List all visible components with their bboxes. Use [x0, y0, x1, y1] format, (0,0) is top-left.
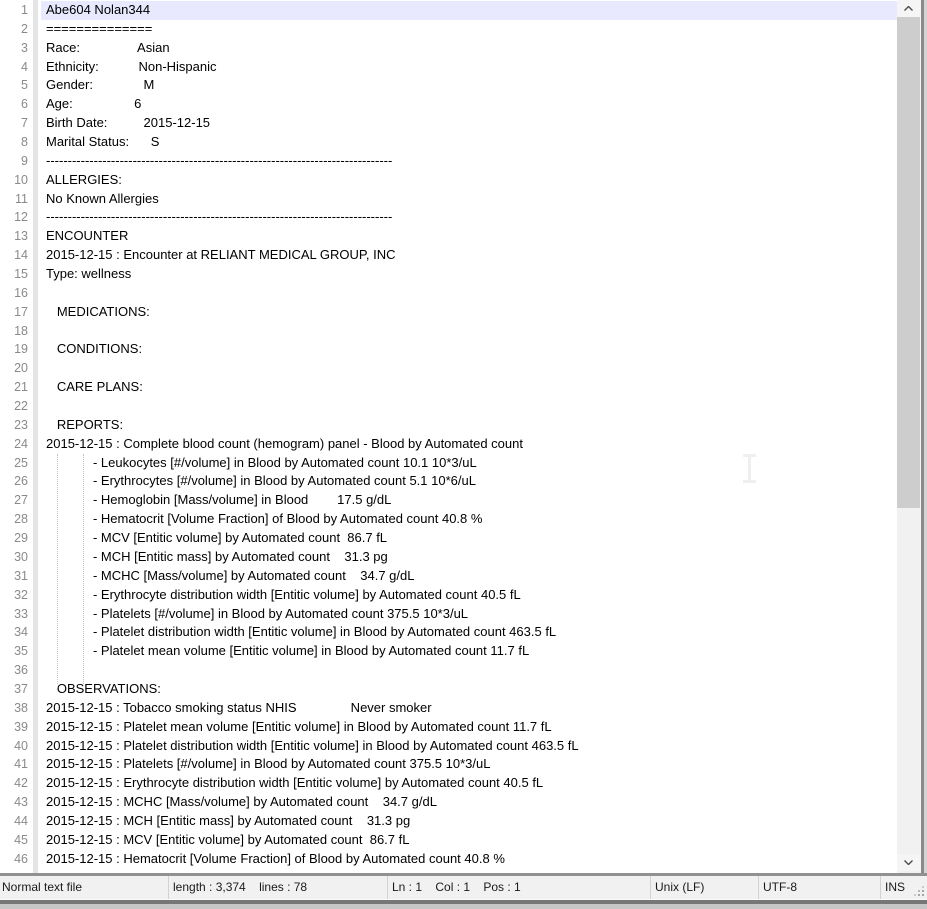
line-text[interactable]: ENCOUNTER — [46, 228, 129, 244]
editor-line[interactable] — [0, 548, 897, 567]
line-number[interactable]: 8 — [21, 135, 28, 150]
line-number[interactable]: 14 — [14, 248, 28, 263]
line-text[interactable]: 2015-12-15 : Tobacco smoking status NHIS Never smoker — [46, 699, 432, 715]
line-number[interactable]: 7 — [21, 116, 28, 131]
line-text[interactable]: 2015-12-15 : MCH [Entitic mass] by Automated count 31.3 pg — [46, 812, 411, 828]
gutter-gap — [28, 454, 41, 473]
line-number[interactable]: 6 — [21, 97, 28, 112]
line-text[interactable]: -------------------------------------------------------------------------------- — [46, 209, 393, 225]
line-text[interactable]: CARE PLANS: — [46, 379, 143, 395]
line-number[interactable]: 36 — [14, 663, 28, 678]
line-number[interactable]: 34 — [14, 625, 28, 640]
gutter-gap — [28, 378, 41, 397]
line-text[interactable]: Gender: M — [46, 77, 155, 93]
editor-line[interactable] — [0, 454, 897, 473]
gutter-gap — [28, 76, 41, 95]
gutter-gap — [28, 190, 41, 209]
gutter-gap — [28, 605, 41, 624]
gutter-gap — [28, 491, 41, 510]
line-number[interactable]: 3 — [21, 40, 28, 55]
editor-line[interactable] — [0, 642, 897, 661]
scroll-up-button[interactable] — [897, 0, 920, 17]
line-text[interactable]: - Hematocrit [Volume Fraction] of Blood by Automated count 40.8 % — [46, 511, 483, 527]
line-text[interactable]: Marital Status: S — [46, 134, 160, 150]
line-number[interactable]: 39 — [14, 719, 28, 734]
line-number[interactable]: 44 — [14, 813, 28, 828]
editor-line[interactable] — [0, 605, 897, 624]
gutter-gap — [28, 265, 41, 284]
line-text[interactable]: No Known Allergies — [46, 190, 159, 206]
line-number[interactable]: 20 — [14, 361, 28, 376]
line-text[interactable]: ALLERGIES: — [46, 171, 122, 187]
editor-line[interactable] — [0, 680, 897, 699]
line-text[interactable]: ============== — [46, 20, 153, 36]
gutter-gap — [28, 227, 41, 246]
line-number[interactable]: 38 — [14, 700, 28, 715]
gutter-gap — [28, 133, 41, 152]
editor-line[interactable] — [0, 812, 897, 831]
gutter-gap — [28, 567, 41, 586]
line-number[interactable]: 23 — [14, 417, 28, 432]
line-number[interactable]: 9 — [21, 153, 28, 168]
editor-line[interactable] — [0, 208, 897, 227]
editor-line[interactable] — [0, 397, 897, 416]
line-number[interactable]: 37 — [14, 681, 28, 696]
line-text[interactable] — [41, 397, 897, 416]
gutter-gap — [28, 39, 41, 58]
gutter-gap — [28, 755, 41, 774]
gutter-gap — [28, 20, 41, 39]
line-text[interactable]: - Leukocytes [#/volume] in Blood by Automated count 10.1 10*3/uL — [46, 454, 477, 470]
gutter-gap — [28, 246, 41, 265]
line-number[interactable]: 46 — [14, 851, 28, 866]
gutter-gap — [28, 208, 41, 227]
line-number[interactable]: 12 — [14, 210, 28, 225]
line-number[interactable]: 29 — [14, 531, 28, 546]
gutter-gap — [28, 359, 41, 378]
editor-line[interactable] — [0, 510, 897, 529]
line-text[interactable] — [41, 322, 897, 341]
gutter-gap — [28, 774, 41, 793]
line-text[interactable]: - Platelet distribution width [Entitic volume] in Blood by Automated count 463.5 fL — [46, 624, 557, 640]
chevron-down-icon — [904, 860, 913, 865]
editor-line[interactable] — [0, 303, 897, 322]
line-number[interactable]: 43 — [14, 795, 28, 810]
line-number[interactable]: 41 — [14, 757, 28, 772]
editor-line[interactable] — [0, 378, 897, 397]
gutter-gap — [28, 623, 41, 642]
line-text[interactable]: - Erythrocytes [#/volume] in Blood by Automated count 5.1 10*6/uL — [46, 473, 476, 489]
line-number[interactable]: 40 — [14, 738, 28, 753]
line-text[interactable] — [41, 359, 897, 378]
editor-line[interactable] — [0, 661, 897, 680]
gutter-gap — [28, 661, 41, 680]
status-doc-type: Normal text file — [2, 880, 83, 894]
line-text[interactable]: REPORTS: — [46, 416, 124, 432]
scrollbar-thumb[interactable] — [897, 17, 920, 508]
gutter-gap — [28, 322, 41, 341]
vertical-scrollbar[interactable] — [897, 0, 920, 873]
line-number[interactable]: 27 — [14, 493, 28, 508]
editor-line[interactable] — [0, 359, 897, 378]
gutter-gap — [28, 171, 41, 190]
editor-line[interactable] — [0, 774, 897, 793]
line-number[interactable]: 15 — [14, 267, 28, 282]
line-number[interactable]: 13 — [14, 229, 28, 244]
gutter-gap — [28, 1, 41, 20]
line-text[interactable]: Birth Date: 2015-12-15 — [46, 115, 211, 131]
status-insert-mode[interactable]: INS — [880, 876, 927, 899]
editor-line[interactable] — [0, 246, 897, 265]
editor-line[interactable] — [0, 190, 897, 209]
line-text[interactable]: Type: wellness — [46, 266, 132, 282]
line-number[interactable]: 31 — [14, 568, 28, 583]
editor-line[interactable] — [0, 755, 897, 774]
line-number[interactable]: 35 — [14, 644, 28, 659]
line-number[interactable]: 11 — [15, 191, 28, 206]
line-text[interactable]: 2015-12-15 : Platelets [#/volume] in Blood by Automated count 375.5 10*3/uL — [46, 756, 491, 772]
status-bar — [0, 876, 927, 899]
editor-line[interactable] — [0, 831, 897, 850]
line-text[interactable]: - MCHC [Mass/volume] by Automated count 34.7 g/dL — [46, 567, 415, 583]
gutter-gap — [28, 472, 41, 491]
editor-line[interactable] — [0, 114, 897, 133]
line-number[interactable]: 26 — [14, 474, 28, 489]
gutter-gap — [28, 284, 41, 303]
line-number[interactable]: 32 — [14, 587, 28, 602]
line-text[interactable] — [41, 661, 897, 680]
line-text[interactable]: 2015-12-15 : Complete blood count (hemogram) panel - Blood by Automated count — [46, 435, 523, 451]
line-number[interactable]: 30 — [14, 549, 28, 564]
editor-line[interactable] — [0, 340, 897, 359]
gutter-gap — [28, 812, 41, 831]
gutter-gap — [28, 699, 41, 718]
chevron-up-icon — [904, 6, 913, 11]
gutter-gap — [28, 586, 41, 605]
editor-line[interactable] — [0, 491, 897, 510]
line-number[interactable]: 16 — [14, 285, 28, 300]
gutter-gap — [28, 397, 41, 416]
line-text[interactable]: Ethnicity: Non-Hispanic — [46, 58, 217, 74]
line-number[interactable]: 33 — [14, 606, 28, 621]
editor-line[interactable] — [0, 152, 897, 171]
editor-line[interactable] — [0, 435, 897, 454]
line-number[interactable]: 28 — [14, 512, 28, 527]
gutter-gap — [28, 58, 41, 77]
editor-line[interactable] — [0, 322, 897, 341]
editor-line[interactable] — [0, 39, 897, 58]
ibeam-cursor-icon — [742, 454, 757, 483]
editor-line[interactable] — [0, 472, 897, 491]
editor-line[interactable] — [0, 737, 897, 756]
line-number[interactable]: 18 — [14, 323, 28, 338]
editor-line[interactable] — [0, 718, 897, 737]
line-text[interactable]: Abe604 Nolan344 — [41, 1, 897, 20]
gutter-gap — [28, 642, 41, 661]
line-number[interactable]: 24 — [14, 436, 28, 451]
editor-line[interactable] — [0, 20, 897, 39]
line-text[interactable]: Race: Asian — [46, 39, 170, 55]
gutter-gap — [28, 416, 41, 435]
line-text[interactable]: CONDITIONS: — [46, 341, 143, 357]
editor-line[interactable] — [0, 850, 897, 869]
editor-line[interactable] — [0, 76, 897, 95]
scroll-down-button[interactable] — [897, 854, 920, 871]
indent-guide — [57, 454, 58, 684]
line-text[interactable]: 2015-12-15 : Platelet mean volume [Entitic volume] in Blood by Automated count 11.7 fL — [46, 718, 552, 734]
status-encoding[interactable]: UTF-8 — [758, 876, 880, 899]
line-text[interactable]: 2015-12-15 : Erythrocyte distribution width [Entitic volume] by Automated count 40.5 fL — [46, 775, 544, 791]
gutter-gap — [28, 303, 41, 322]
line-number[interactable]: 45 — [14, 832, 28, 847]
window-border — [0, 904, 927, 909]
line-text[interactable]: Age: 6 — [46, 96, 142, 112]
editor-line[interactable] — [0, 95, 897, 114]
gutter-gap — [28, 718, 41, 737]
line-number[interactable]: 4 — [21, 59, 28, 74]
line-text[interactable]: 2015-12-15 : MCV [Entitic volume] by Automated count 86.7 fL — [46, 831, 410, 847]
status-eol-format[interactable]: Unix (LF) — [650, 876, 758, 899]
line-number[interactable]: 2 — [21, 21, 28, 36]
line-text[interactable]: - Hemoglobin [Mass/volume] in Blood 17.5 g/dL — [46, 492, 392, 508]
resize-grip-icon[interactable] — [922, 894, 924, 896]
gutter-gap — [28, 340, 41, 359]
editor-line[interactable] — [0, 58, 897, 77]
gutter-gap — [28, 114, 41, 133]
line-text[interactable]: - Platelets [#/volume] in Blood by Automated count 375.5 10*3/uL — [46, 605, 469, 621]
gutter-gap — [28, 680, 41, 699]
line-text[interactable]: MEDICATIONS: — [46, 303, 150, 319]
line-number[interactable]: 42 — [14, 776, 28, 791]
gutter-gap — [28, 529, 41, 548]
line-number[interactable]: 22 — [14, 399, 28, 414]
gutter-gap — [28, 95, 41, 114]
editor-line[interactable] — [0, 1, 897, 20]
line-text[interactable]: 2015-12-15 : MCHC [Mass/volume] by Automated count 34.7 g/dL — [46, 794, 437, 810]
line-number[interactable]: 25 — [14, 455, 28, 470]
line-text[interactable]: 2015-12-15 : Hematocrit [Volume Fraction] of Blood by Automated count 40.8 % — [46, 850, 505, 866]
line-text[interactable] — [41, 284, 897, 303]
line-number[interactable]: 1 — [21, 3, 28, 17]
line-text[interactable]: - Platelet mean volume [Entitic volume] in Blood by Automated count 11.7 fL — [46, 643, 530, 659]
editor-line[interactable] — [0, 284, 897, 303]
indent-guide — [83, 454, 84, 684]
editor-line[interactable] — [0, 227, 897, 246]
editor-line[interactable] — [0, 586, 897, 605]
gutter-gap — [28, 548, 41, 567]
line-number[interactable]: 5 — [21, 78, 28, 93]
editor-line[interactable] — [0, 623, 897, 642]
status-length-lines: length : 3,374 lines : 78 — [168, 876, 387, 899]
line-text[interactable]: - MCV [Entitic volume] by Automated count 86.7 fL — [46, 530, 388, 546]
editor-line[interactable] — [0, 171, 897, 190]
editor-line[interactable] — [0, 416, 897, 435]
editor-line[interactable] — [0, 265, 897, 284]
gutter-gap — [28, 510, 41, 529]
gutter-gap — [28, 831, 41, 850]
line-text[interactable]: OBSERVATIONS: — [46, 680, 161, 696]
line-number[interactable]: 17 — [14, 304, 28, 319]
editor-line[interactable] — [0, 793, 897, 812]
line-text[interactable]: 2015-12-15 : Platelet distribution width [Entitic volume] in Blood by Automated count 463.5 fL — [46, 737, 579, 753]
editor-line[interactable] — [0, 133, 897, 152]
editor-line[interactable] — [0, 699, 897, 718]
line-number[interactable]: 10 — [14, 172, 28, 187]
line-text[interactable]: - Erythrocyte distribution width [Entitic volume] by Automated count 40.5 fL — [46, 586, 521, 602]
gutter-gap — [28, 435, 41, 454]
gutter-gap — [28, 850, 41, 869]
line-text[interactable]: - MCH [Entitic mass] by Automated count 31.3 pg — [46, 548, 388, 564]
gutter-gap — [28, 793, 41, 812]
gutter-gap — [28, 152, 41, 171]
line-number[interactable]: 21 — [14, 380, 28, 395]
line-number[interactable]: 19 — [14, 342, 28, 357]
editor-line[interactable] — [0, 529, 897, 548]
line-text[interactable]: -------------------------------------------------------------------------------- — [46, 152, 393, 168]
gutter-gap — [28, 737, 41, 756]
line-text[interactable]: 2015-12-15 : Encounter at RELIANT MEDICAL GROUP, INC — [46, 247, 396, 263]
editor-line[interactable] — [0, 567, 897, 586]
status-cursor-position: Ln : 1 Col : 1 Pos : 1 — [387, 876, 650, 899]
